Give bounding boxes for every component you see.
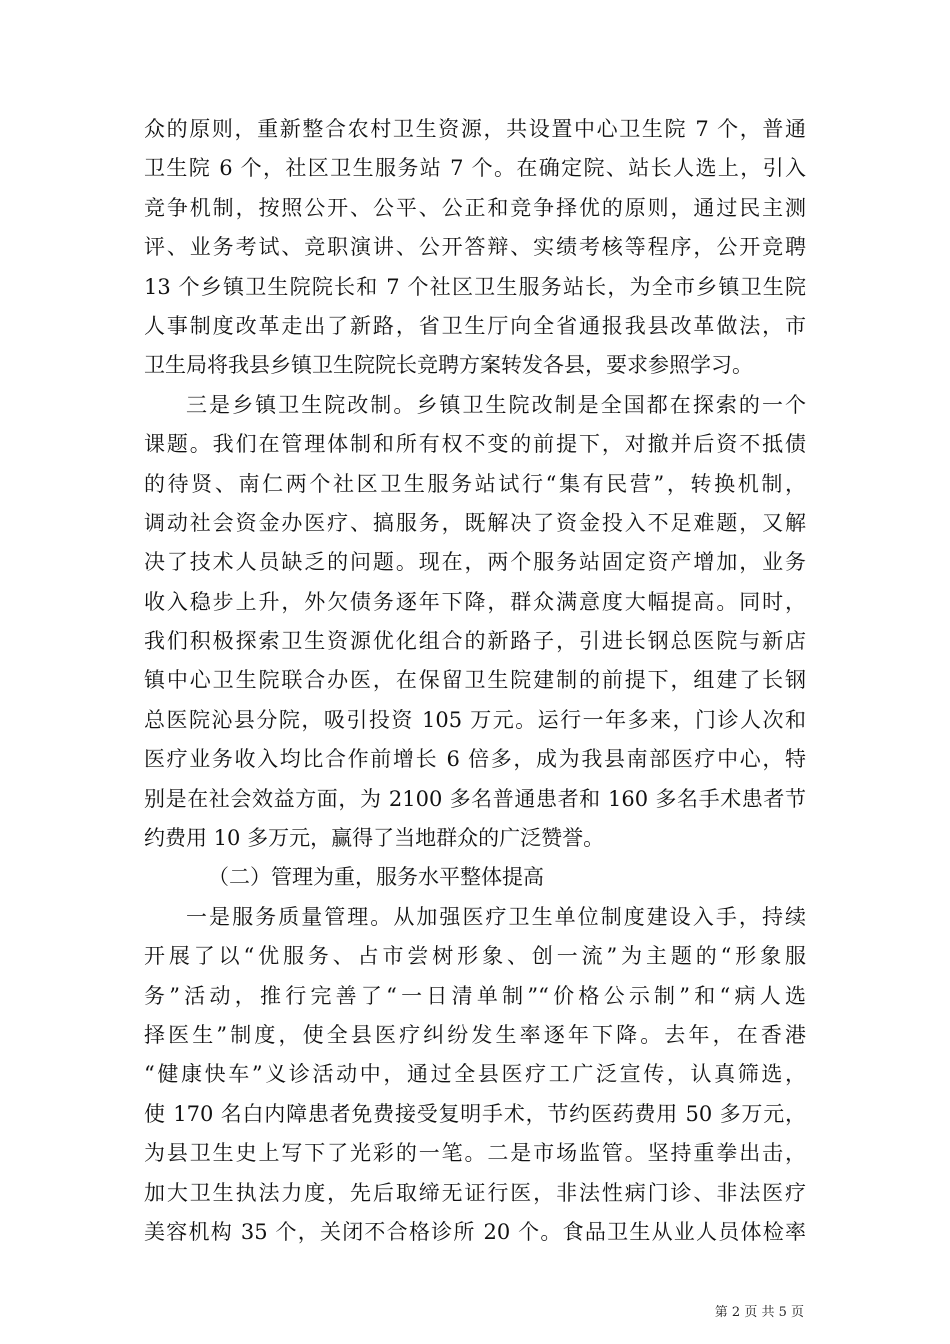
text-line: 别是在社会效益方面，为 2100 多名普通患者和 160 多名手术患者节 xyxy=(144,786,806,811)
document-body xyxy=(144,110,806,1252)
text-line: 众的原则，重新整合农村卫生资源，共设置中心卫生院 7 个，普通 xyxy=(144,117,806,141)
paragraph-start: 三是乡镇卫生院改制。乡镇卫生院改制是全国都在探索的一个 xyxy=(186,392,806,417)
text-line: 择医生”制度，使全县医疗纠纷发生率逐年下降。去年，在香港 xyxy=(144,1022,806,1047)
text-line: 镇中心卫生院联合办医，在保留卫生院建制的前提下，组建了长钢 xyxy=(144,668,806,693)
text-line: 约费用 10 多万元，赢得了当地群众的广泛赞誉。 xyxy=(144,826,605,851)
text-line: 竞争机制，按照公开、公平、公正和竞争择优的原则，通过民主测 xyxy=(144,195,806,220)
text-line: 决了技术人员缺乏的问题。现在，两个服务站固定资产增加，业务 xyxy=(144,550,806,575)
text-line: 加大卫生执法力度，先后取缔无证行医，非法性病门诊、非法医疗 xyxy=(144,1180,806,1205)
paragraph-start: 一是服务质量管理。从加强医疗卫生单位制度建设入手，持续 xyxy=(186,904,806,929)
text-line: “健康快车”义诊活动中，通过全县医疗工广泛宣传，认真筛选， xyxy=(144,1062,806,1087)
text-line: 人事制度改革走出了新路，省卫生厅向全省通报我县改革做法，市 xyxy=(144,313,806,338)
text-line: 13 个乡镇卫生院院长和 7 个社区卫生服务站长，为全市乡镇卫生院 xyxy=(144,274,806,299)
text-line: 卫生院 6 个，社区卫生服务站 7 个。在确定院、站长人选上，引入 xyxy=(144,156,806,181)
text-line: 总医院沁县分院，吸引投资 105 万元。运行一年多来，门诊人次和 xyxy=(144,707,806,732)
text-line: 卫生局将我县乡镇卫生院院长竞聘方案转发各县，要求参照学习。 xyxy=(144,353,753,378)
text-line: 评、业务考试、竞职演讲、公开答辩、实绩考核等程序，公开竞聘 xyxy=(144,235,806,260)
section-heading: （二）管理为重，服务水平整体提高 xyxy=(208,865,544,890)
text-line: 使 170 名白内障患者免费接受复明手术，节约医药费用 50 多万元， xyxy=(144,1101,806,1126)
text-line: 开展了以“优服务、占市尝树形象、创一流”为主题的“形象服 xyxy=(144,944,806,969)
text-line: 医疗业务收入均比合作前增长 6 倍多，成为我县南部医疗中心，特 xyxy=(144,747,806,772)
text-line: 为县卫生史上写下了光彩的一笔。二是市场监管。坚持重拳出击， xyxy=(144,1141,806,1166)
text-line: 课题。我们在管理体制和所有权不变的前提下，对撤并后资不抵债 xyxy=(144,432,806,457)
text-line: 调动社会资金办医疗、搞服务，既解决了资金投入不足难题，又解 xyxy=(144,510,806,535)
text-line: 我们积极探索卫生资源优化组合的新路子，引进长钢总医院与新店 xyxy=(144,629,806,654)
text-line: 收入稳步上升，外欠债务逐年下降，群众满意度大幅提高。同时， xyxy=(144,589,806,614)
text-line: 务”活动，推行完善了“一日清单制”“价格公示制”和“病人选 xyxy=(144,983,806,1008)
page-number-footer: 第 2 页 共 5 页 xyxy=(714,1305,804,1320)
text-line: 美容机构 35 个，关闭不合格诊所 20 个。食品卫生从业人员体检率 xyxy=(144,1219,806,1244)
text-line: 的待贤、南仁两个社区卫生服务站试行“集有民营”，转换机制， xyxy=(144,471,806,496)
